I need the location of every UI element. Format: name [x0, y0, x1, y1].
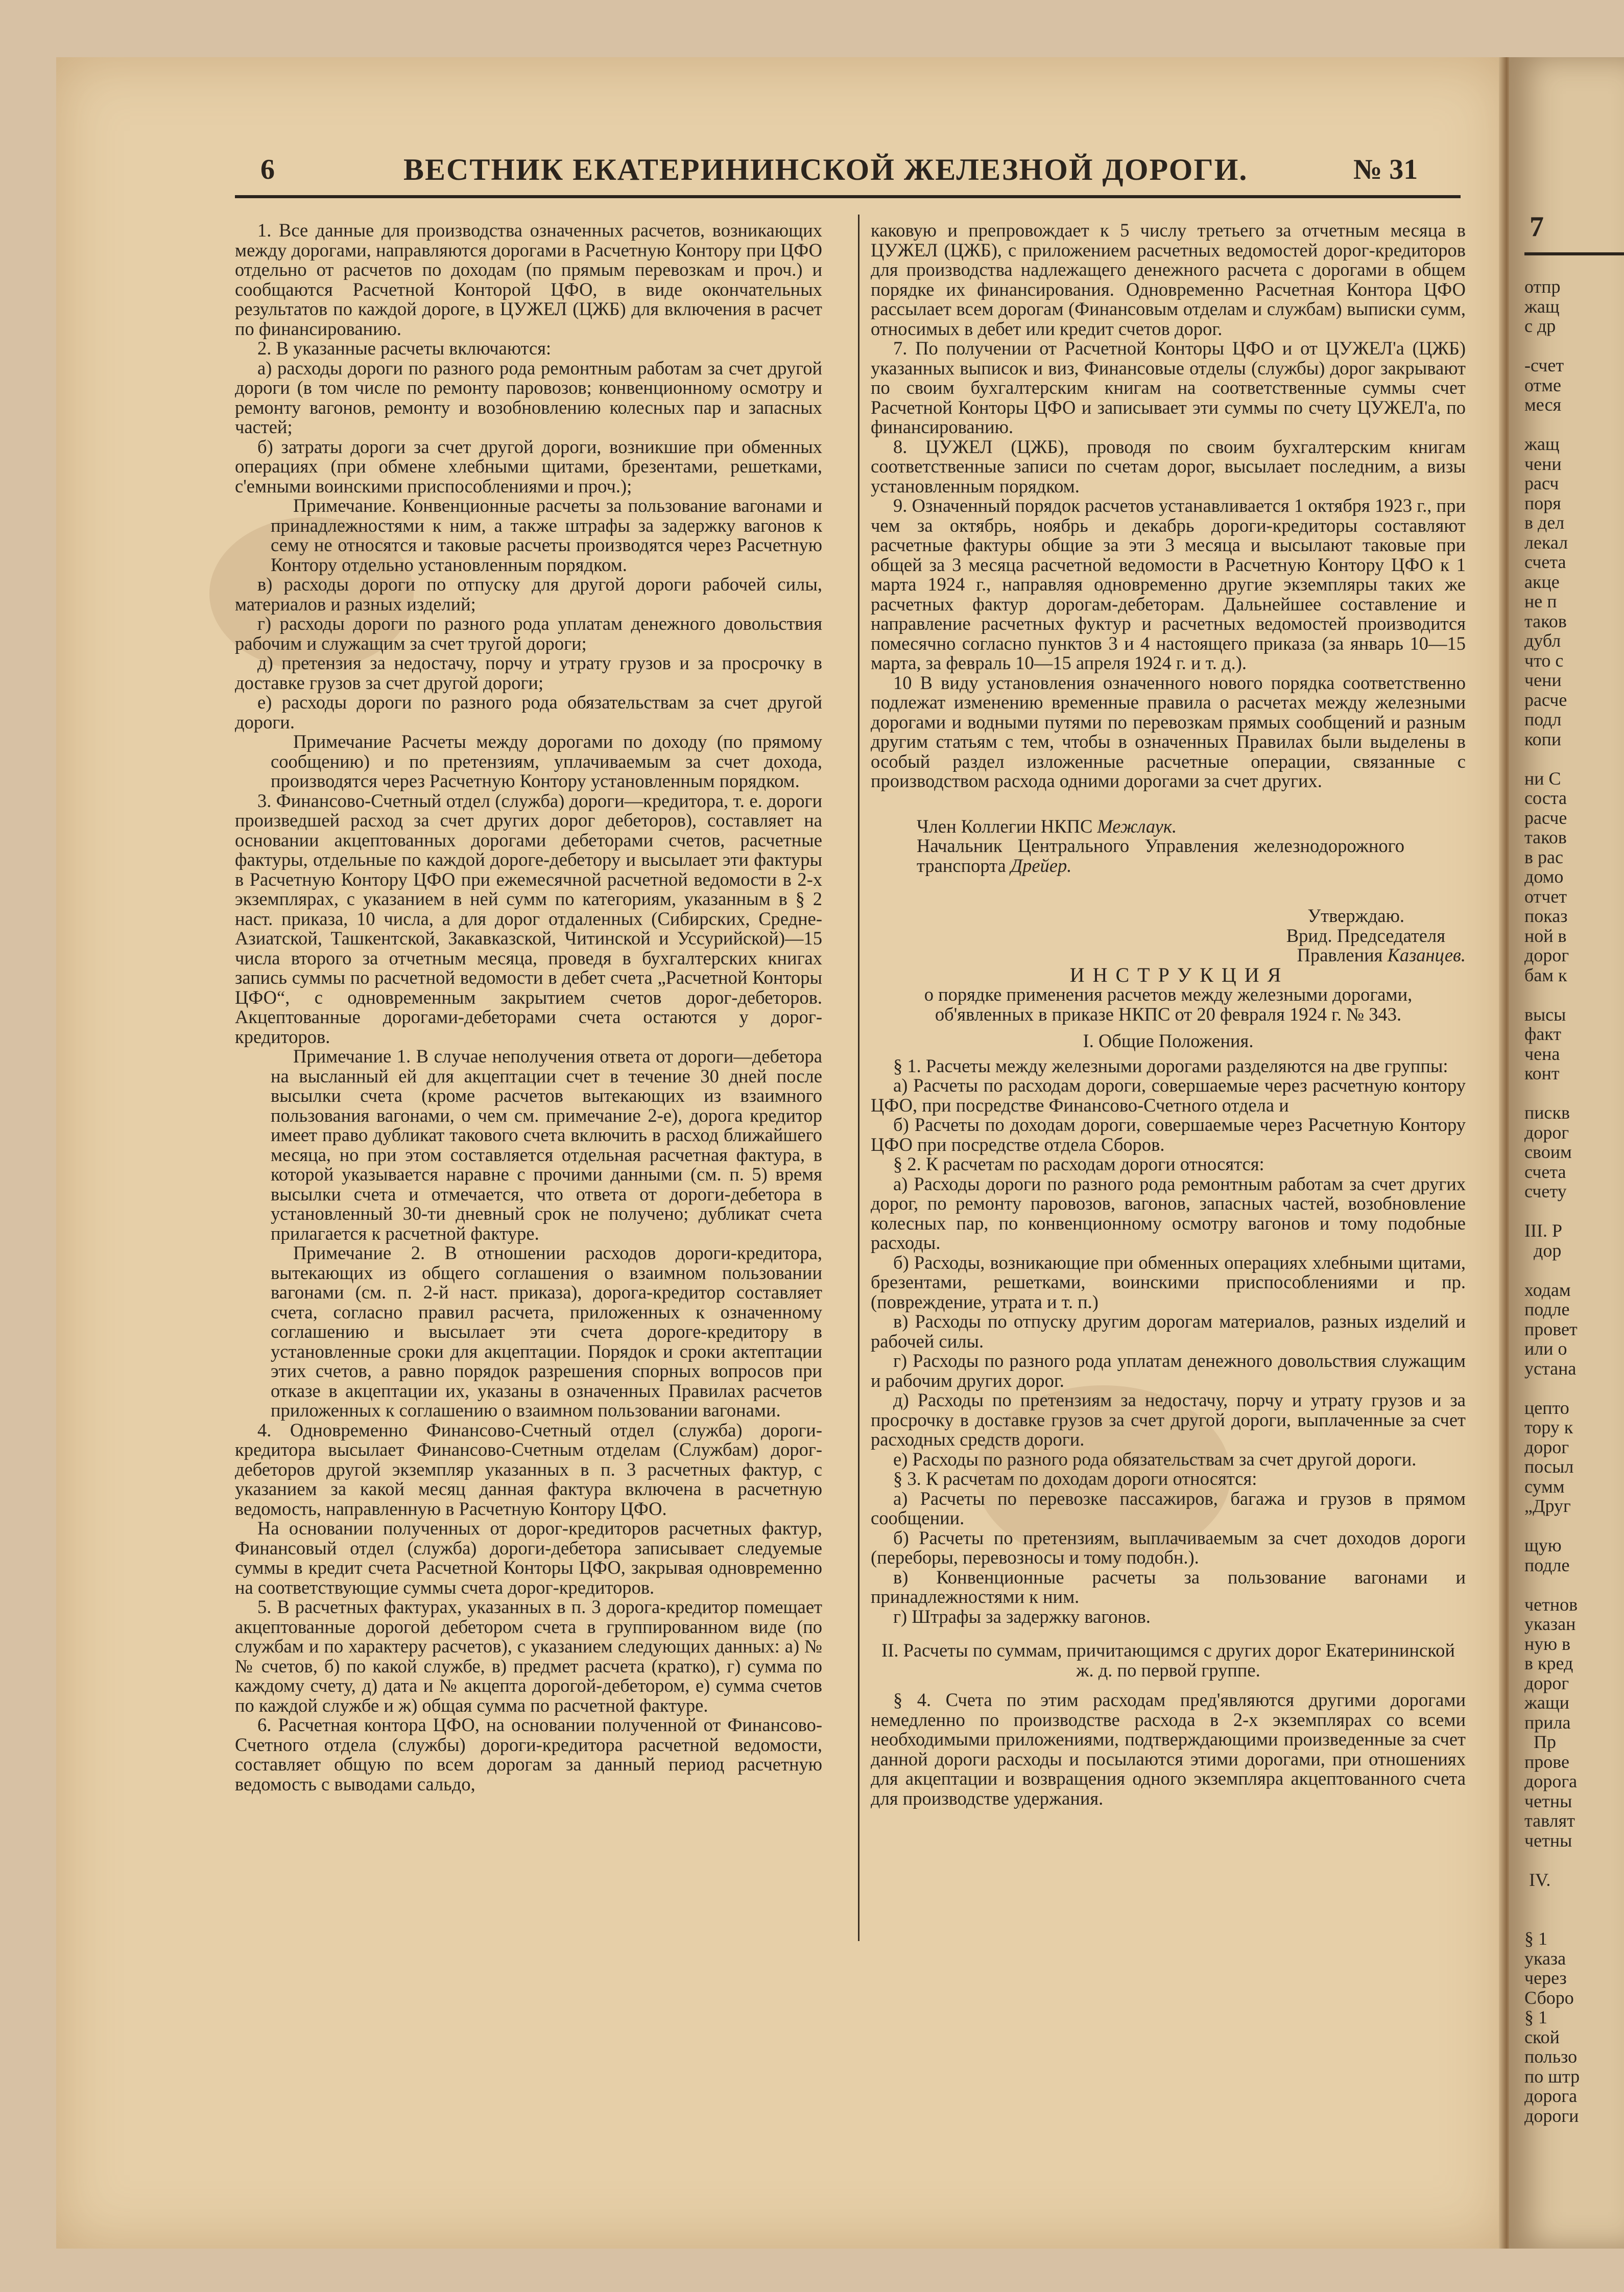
paragraph: а) Расходы дороги по разного рода ремонтным работам за счет других дорог, по ремонту паровозов, вагонов, запасных частей, возобновление колесных пар, по конвенционному осмотру вагонов и тому подобные расходы. [871, 1173, 1466, 1253]
instruction-title: ИНСТРУКЦИЯ [1069, 963, 1289, 986]
section-heading: II. Расчеты по суммам, причитающимся с других дорог Екатерининской ж. д. по первой группе. [881, 1640, 1455, 1681]
paragraph: г) Расходы по разного рода уплатам денежного довольствия служащим и рабочим других дорог. [871, 1350, 1466, 1391]
paragraph: § 3. К расчетам по доходам дороги относятся: [893, 1468, 1257, 1489]
paragraph: б) Расчеты по доходам дороги, совершаемые через Расчетную Контору ЦФО при посредстве отдела Сборов. [871, 1114, 1466, 1155]
paragraph: а) Расчеты по перевозке пассажиров, багажа и грузов в прямом сообщении. [871, 1487, 1466, 1528]
paragraph: б) Расходы, возникающие при обменных операциях хлебными щитами, брезентами, решетками, воинскими приспособлениями и пр. (повреждение, утрата и т. п.) [871, 1251, 1466, 1312]
paragraph: 8. ЦУЖЕЛ (ЦЖБ), проводя по своим бухгалтерским книгам соответственные записи по счетам дорог, высылает последним, а визы установленным порядком. [871, 436, 1466, 497]
paragraph: 7. По получении от Расчетной Конторы ЦФО и от ЦУЖЕЛ'а (ЦЖБ) указанных выписок и виз, Финансовые отделы (службы) дорог закрывают по своим бухгалтерским книгам на соответственные суммы счет Расчетной Конторы ЦФО и записывает эти суммы по счету ЦУЖЕЛ'а, по финансированию. [871, 338, 1466, 437]
paragraph: в) Конвенционные расчеты за пользование вагонами и принадлежностями к ним. [871, 1566, 1466, 1607]
signature-line [917, 836, 1404, 876]
note-paragraph: Примечание 2. В отношении расходов дороги-кредитора, вытекающих из общего соглашения о взаимном пользовании вагонами (см. п. 2-й наст. приказа), дорога-кредитор составляет счета, согласно правил расчета, приложенных к означенному соглашению и высылает эти счета дороге-кредитору в установленные сроки для акцептации. Порядок и сроки актептации этих счетов, а равно порядок разрешения спорных вопросов при отказе в акцептации их, указаны в означенных Правилах расчетов приложенных к соглашению о взаимном пользовании вагонами. [271, 1242, 822, 1421]
approval-label: Утверждаю. [1307, 905, 1404, 926]
approval-line [871, 946, 1466, 965]
signatory-role: Член Коллегии НКПС [917, 815, 1093, 837]
next-page-number: 7 [1530, 211, 1544, 243]
paragraph: § 2. К расчетам по расходам дороги относятся: [893, 1153, 1264, 1174]
paragraph: в) Расходы по отпуску другим дорогам материалов, разных изделий и рабочей силы. [871, 1311, 1466, 1352]
paragraph: д) Расходы по претензиям за недостачу, порчу и утрату грузов и за просрочку в доставке грузов за счет другой дороги, выплаченные за счет расходных средств дороги. [871, 1389, 1466, 1450]
note-paragraph: Примечание Расчеты между дорогами по доходу (по прямому сообщению) и по претензиям, уплачиваемым за счет дохода, производятся через Расчетную Контору установленным порядком. [271, 731, 822, 791]
paragraph: а) Расчеты по расходам дороги, совершаемые через расчетную контору ЦФО, при посредстве Финансово-Счетного отдела и [871, 1075, 1466, 1116]
column-right [871, 221, 1466, 1808]
page-number: 6 [260, 154, 275, 185]
paragraph: 10 В виду установления означенного нового порядка соответственно подлежат изменению временные правила о расчетах между железными дорогами и водными путями по перевозкам прямых сообщений и разным другим статьям с тем, чтобы в означенных Правилах были выделены в особый раздел изложенные расчетные операции, связанные с производством расхода одними дорогами за счет других. [871, 672, 1466, 791]
paragraph: г) Штрафы за задержку вагонов. [893, 1605, 1151, 1627]
paragraph: б) Расчеты по претензиям, выплачиваемым за счет доходов дороги (переборы, перевозносы и тому подобн.). [871, 1527, 1466, 1568]
issue-number: № 31 [1353, 154, 1418, 185]
paragraph: 5. В расчетных фактурах, указанных в п. 3 дорога-кредитор помещает акцептованные дорогой дебетором счета в группированном виде (по службам и по характеру расчетов), с указанием следующих данных: а) №№ счетов, б) по какой службе, в) предмет расчета (кратко), г) сумма по каждому счету, д) дата и № акцепта дорогой-дебетором, е) сумма счетов по каждой службе и ж) общая сумма по расчетной фактуре. [235, 1596, 822, 1716]
paragraph: На основании полученных от дорог-кредиторов расчетных фактур, Финансовый отдел (служба) дороги-дебетора записывает следуемые суммы в кредит счета Расчетной Конторы ЦФО, закрывая одновременно на соответствующие суммы счета дорог-кредиторов. [235, 1518, 822, 1598]
signature-line [917, 817, 1466, 837]
note-paragraph: Примечание 1. В случае неполучения ответа от дороги—дебетора на высланный ей для акцептации счет в течение 30 дней после высылки счета (кроме расчетов вытекающих из взаимного пользования вагонами, о чем см. примечание 2-е), дорога кредитор имеет право дубликат такового счета включить в расход ближайшего месяца, но при этом составляется отдельная расчетная фактура, в которой указывается наравне с прочими данными (см. п. 5) время высылки счета и отмечается, что ответа от дороги-дебетора в установленный 30-ти дневный срок не получено; дубликат счета прилагается к расчетной фактуре. [271, 1046, 822, 1244]
instruction-subtitle: о порядке применения расчетов между железными дорогами, об'явленных в приказе НКПС от 20 февраля 1924 г. № 343. [924, 984, 1413, 1025]
signatory-name: Межлаук. [1097, 815, 1177, 837]
paragraph: г) расходы дороги по разного рода уплатам денежного довольствия рабочим и служащим за счет тругой дороги; [235, 613, 822, 654]
section-heading: I. Общие Положения. [1083, 1030, 1254, 1051]
note-paragraph: Примечание. Конвенционные расчеты за пользование вагонами и принадлежностями к ним, а также штрафы за задержку вагонов к сему не относятся и таковые расчеты производятся через Расчетную Контору отдельно установленным порядком. [271, 495, 822, 575]
paragraph: 1. Все данные для производства означенных расчетов, возникающих между дорогами, направляются дорогами в Расчетную Контору при ЦФО отдельно от расчетов по доходам (по прямым перевозкам и проч.) и сообщаются Расчетной Конторой ЦФО, в виде окончательных результатов по каждой дороге, в ЦУЖЕЛ (ЦЖБ) для включения в расчет по финансированию. [235, 220, 822, 339]
paragraph: § 1. Расчеты между железными дорогами разделяются на две группы: [893, 1055, 1448, 1076]
paragraph: каковую и препровождает к 5 числу третьего за отчетным месяца в ЦУЖЕЛ (ЦЖБ), с приложением расчетных ведомостей дорог-кредиторов для производства надлежащего денежного расчета с дорогами в общем порядке их финансирования. Одновременно Расчетная Контора ЦФО рассылает всем дорогам (Финансовым отделам и службам) выписки сумм, относимых в дебет или кредит счетов дорог. [871, 220, 1466, 339]
header-rule [235, 195, 1461, 198]
paragraph: 9. Означенный порядок расчетов устанавливается 1 октября 1923 г., при чем за октябрь, ноябрь и декабрь дороги-кредиторы составляют расчетные фактуры общие за эти 3 месяца и высылают таковые при общей за 3 месяца расчетной ведомости в Расчетную Контору ЦФО к 1 марта 1924 г., направляя одновременно другие экземпляры таких же расчетных фактур дорогам-дебеторам. Дальнейшее составление и направление расчетных фуктур и расчетных ведомостей производится помесячно согласно пунктов 3 и 4 настоящего приказа (за январь 10—15 марта, за февраль 10—15 апреля 1924 г. и т. д.). [871, 495, 1466, 673]
paragraph: 2. В указанные расчеты включаются: [257, 338, 552, 359]
approval-role: Врид. Председателя [1286, 925, 1445, 946]
paragraph: 6. Расчетная контора ЦФО, на основании полученной от Финансово-Счетного отдела (службы) дороги-кредитора расчетной ведомости, составляет общую по всем дорогам за данный период расчетную ведомость с выводами сальдо, [235, 1714, 822, 1794]
paragraph: б) затраты дороги за счет другой дороги, возникшие при обменных операциях (при обмене хлебными щитами, брезентами, решетками, с'емными воинскими приспособлениями и проч.); [235, 436, 822, 497]
next-page-text: отпр жащ с др -счет отме меся жащ чени расч поря в дел лекал счета акце не п таков дубл что с чени расче подл копи ни С соста расче таков в рас домо отчет показ ной в дорог бам к высы факт чена конт пискв дорог своим счета счету III. Р дор ходам подле провет или о устана цепто тору к дорог посыл сумм „Друг щую подле четнов указан ную в в кред дорог жащи прила Пр прове дорога четны тавлят четны IV. § 1 указа через Сборо § 1 ской пользо по штр дорога дороги [1524, 276, 1580, 2126]
column-rule [858, 215, 859, 1941]
newspaper-title: ВЕСТНИК ЕКАТЕРИНИНСКОЙ ЖЕЛЕЗНОЙ ДОРОГИ. [403, 153, 1248, 186]
paragraph: § 4. Счета по этим расходам пред'являются другими дорогами немедленно по производстве расхода в 2-х экземплярах со всеми необходимыми приложениями, подтверждающими произведенные за счет данной дороги расходы и посылаются этими дорогами, при отношениях для акцептации и возвращения одного экземпляра акцептованного счета для производстве удержания. [871, 1689, 1466, 1809]
approval-dept: Правления [1297, 944, 1383, 965]
signatory-name: Дрейер. [1010, 855, 1072, 876]
next-page-rule [1524, 252, 1624, 255]
paragraph: е) Расходы по разного рода обязательствам за счет другой дороги. [893, 1448, 1417, 1470]
paragraph: д) претензия за недостачу, порчу и утрату грузов и за просрочку в доставке грузов за счет другой дороги; [235, 652, 822, 693]
paragraph: 4. Одновременно Финансово-Счетный отдел (служба) дороги-кредитора высылает Финансово-Счетным отделам (Службам) дорог-дебеторов другой экземпляр указанных в п. 3 расчетных фактур, с указанием за какой месяц данная фактура включена в расчетную ведомость, направленную в Расчетную Контору ЦФО. [235, 1419, 822, 1519]
approval-name: Казанцев. [1387, 944, 1466, 965]
next-page-edge [1509, 57, 1624, 2249]
column-left [235, 221, 822, 1794]
paragraph: 3. Финансово-Счетный отдел (служба) дороги—кредитора, т. е. дороги произведшей расход за счет других дорог дебеторов), составляет на основании акцептованных дорогами дебеторами счетов, расчетные фактуры, отдельные по каждой дороге-дебетору и высылает эти фактуры в Расчетную Контору ЦФО при ежемесячной расчетной ведомости в 2-х экземплярах, с указанием в ней сумм по категориям, указанным в § 2 наст. приказа, 10 числа, а для дорог отдаленных (Сибирских, Средне-Азиатской, Ташкентской, Закавказской, Читинской и Уссурийской)—15 числа второго за отчетным месяца, проведя в бухгалтерских книгах запись суммы по расчетной ведомости в дебет счета „Расчетной Конторы ЦФО“, с одновременным закрытием счетов дорог-дебеторов. Акцептованные дорогами-дебеторами счета остаются у дорог-кредиторов. [235, 790, 822, 1047]
paragraph: е) расходы дороги по разного рода обязательствам за счет другой дороги. [235, 692, 822, 733]
paragraph: а) расходы дороги по разного рода ремонтным работам за счет другой дороги (в том числе по ремонту паровозов; конвенционному осмотру и ремонту вагонов, ремонту и возобновлению колесных пар и запасных частей; [235, 357, 822, 437]
paragraph: в) расходы дороги по отпуску для другой дороги рабочей силы, материалов и разных изделий; [235, 574, 822, 615]
signatory-role: Начальник Центрального Управления железнодорожного транспорта [917, 835, 1404, 876]
